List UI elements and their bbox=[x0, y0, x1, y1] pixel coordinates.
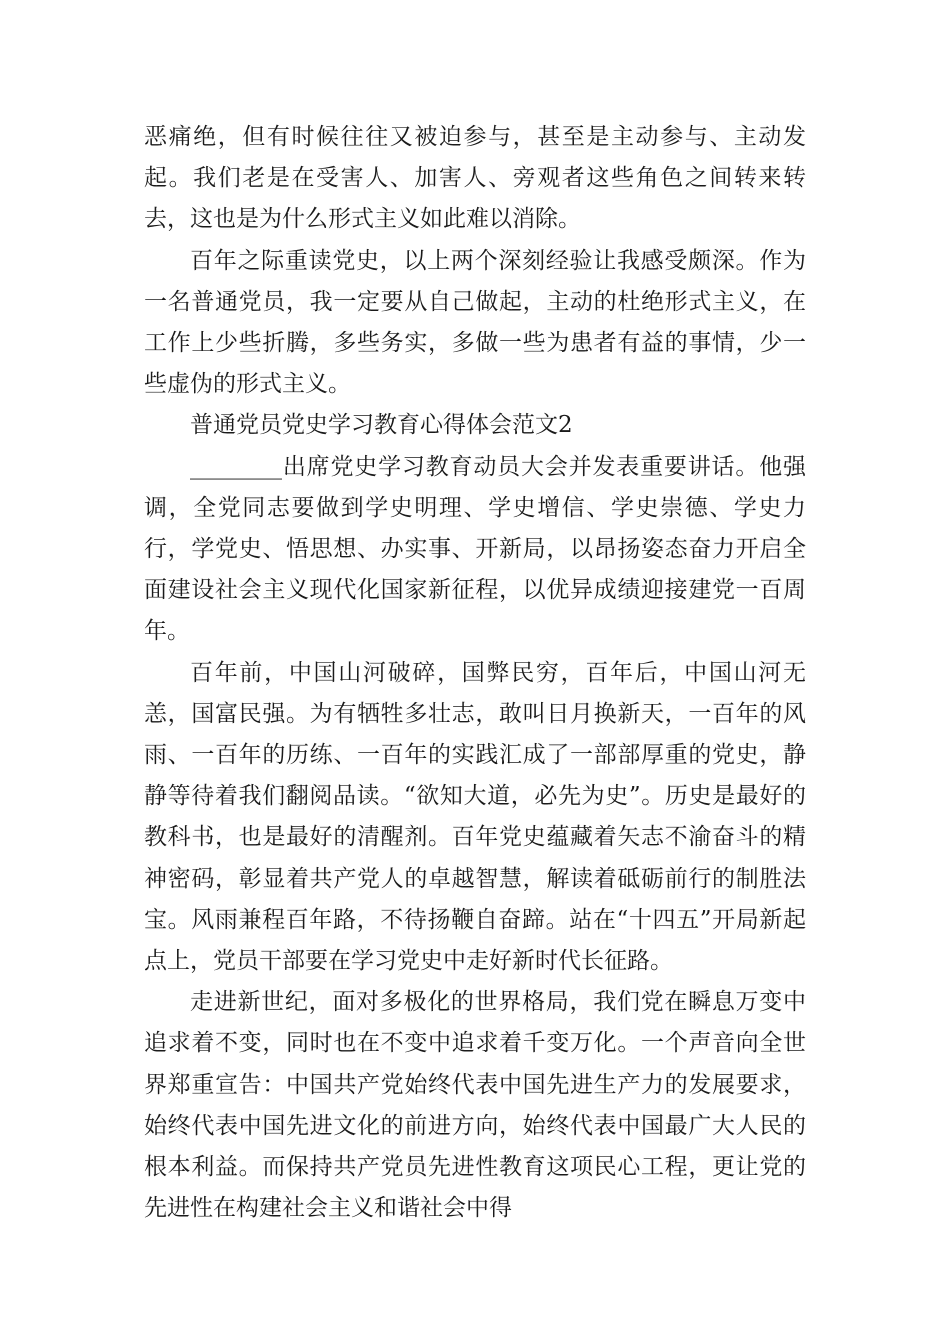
paragraph-history: 百年前，中国山河破碎，国弊民穷，百年后，中国山河无恙，国富民强。为有牺牲多壮志，敢叫日月换新天，一百年的风雨、一百年的历练、一百年的实践汇成了一部部厚重的党史，静静等待着我们翻阅品读。“欲知大道，必先为史”。历史是最好的教科书，也是最好的清醒剂。百年党史蕴藏着矢志不渝奋斗的精神密码，彰显着共产党人的卓越智慧，解读着砥砺前行的制胜法宝。风雨兼程百年路，不待扬鞭自奋蹄。站在“十四五”开局新起点上，党员干部要在学习党史中走好新时代长征路。 bbox=[144, 659, 806, 975]
paragraph-meeting: ________出席党史学习教育动员大会并发表重要讲话。他强调，全党同志要做到学史明理、学史增信、学史崇德、学史力行，学党史、悟思想、办实事、开新局，以昂扬姿态奋力开启全面建设社会主义现代化国家新征程，以优异成绩迎接建党一百周年。 bbox=[144, 453, 806, 645]
paragraph-reflection: 百年之际重读党史，以上两个深刻经验让我感受颇深。作为一名普通党员，我一定要从自己做起，主动的杜绝形式主义，在工作上少些折腾，多些务实，多做一些为患者有益的事情，少一些虚伪的形式主义。 bbox=[144, 247, 806, 398]
paragraph-new-century: 走进新世纪，面对多极化的世界格局，我们党在瞬息万变中追求着不变，同时也在不变中追求着千变万化。一个声音向全世界郑重宣告：中国共产党始终代表中国先进生产力的发展要求，始终代表中国先进文化的前进方向，始终代表中国最广大人民的根本利益。而保持共产党员先进性教育这项民心工程，更让党的先进性在构建社会主义和谐社会中得 bbox=[144, 989, 806, 1222]
document-body bbox=[144, 117, 806, 1229]
paragraph-continuation: 恶痛绝，但有时候往往又被迫参与，甚至是主动参与、主动发起。我们老是在受害人、加害人、旁观者这些角色之间转来转去，这也是为什么形式主义如此难以消除。 bbox=[144, 124, 806, 233]
section-heading: 普通党员党史学习教育心得体会范文2 bbox=[190, 412, 573, 439]
